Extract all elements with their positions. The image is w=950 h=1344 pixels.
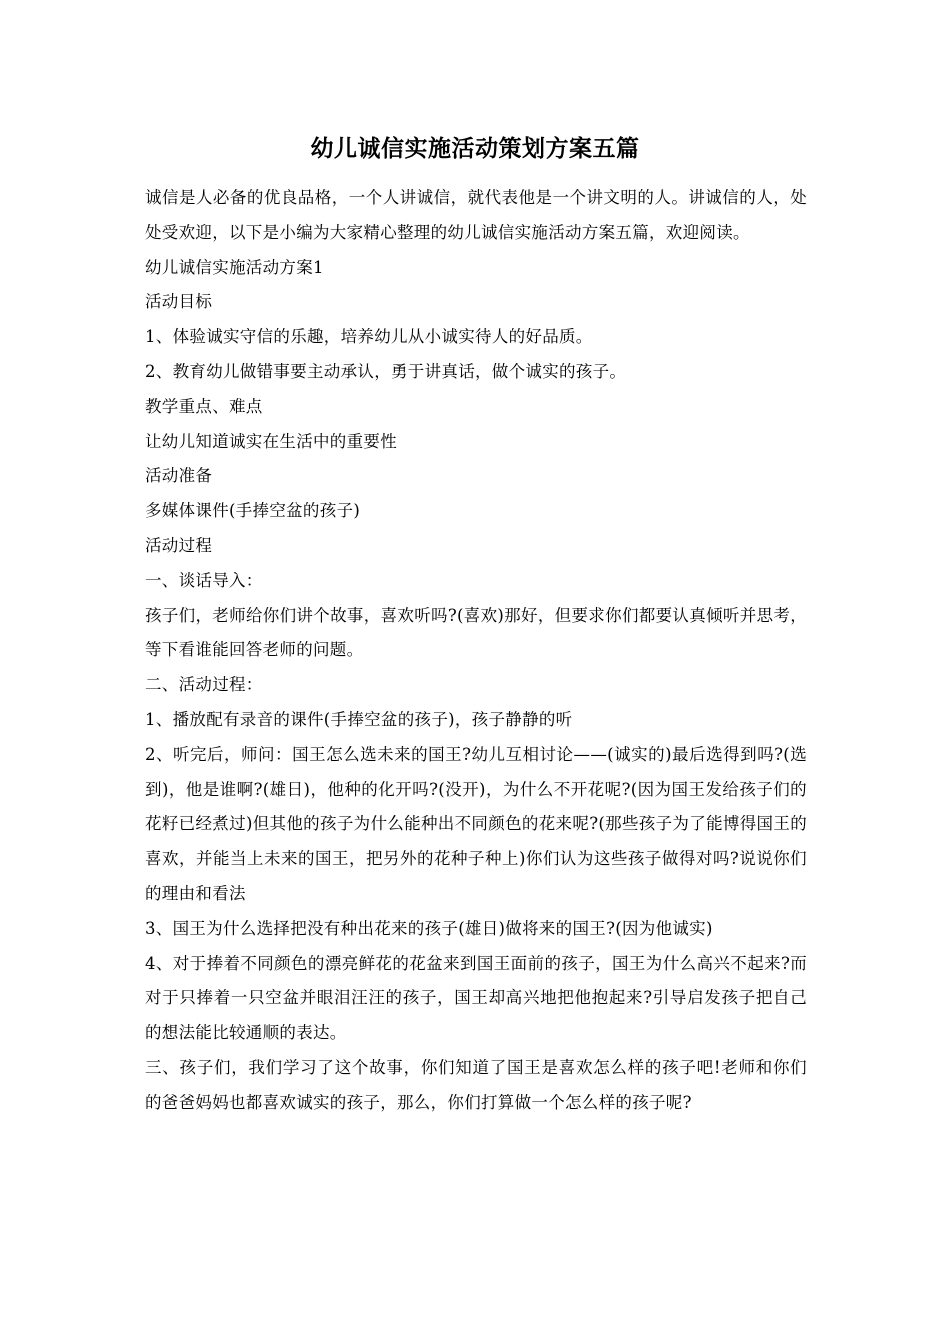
preparation-text: 多媒体课件(手捧空盆的孩子) (145, 501, 361, 521)
document-title: 幼儿诚信实施活动策划方案五篇 (310, 135, 640, 162)
section-heading-plan-1: 幼儿诚信实施活动方案1 (145, 257, 324, 277)
process-item-2: 2、听完后，师问：国王怎么选未来的国王?幼儿互相讨论——(诚实的)最后选得到吗?(选到)，他是谁啊?(雄日)，他种的化开吗?(没开)，为什么不开花呢?(因为国王发给孩子们的花籽已经煮过)但其他的孩子为什么能种出不同颜色的花来呢?(那些孩子为了能博得国王的喜欢，并能当上未来的国王，把另外的花种子种上)你们认为这些孩子做得对吗?说说你们的理由和看法 (145, 744, 807, 903)
heading-key-points: 教学重点、难点 (145, 396, 263, 416)
step-3-text: 三、孩子们，我们学习了这个故事，你们知道了国王是喜欢怎么样的孩子吧!老师和你们的爸爸妈妈也都喜欢诚实的孩子，那么，你们打算做一个怎么样的孩子呢? (145, 1057, 807, 1112)
process-item-3: 3、国王为什么选择把没有种出花来的孩子(雄日)做将来的国王?(因为他诚实) (145, 918, 713, 938)
document-body (145, 181, 807, 1121)
step-heading-2: 二、活动过程： (145, 675, 263, 695)
heading-preparation: 活动准备 (145, 466, 213, 486)
goal-item-1: 1、体验诚实守信的乐趣，培养幼儿从小诚实待人的好品质。 (145, 327, 593, 347)
intro-paragraph: 诚信是人必备的优良品格，一个人讲诚信，就代表他是一个讲文明的人。讲诚信的人，处处受欢迎，以下是小编为大家精心整理的幼儿诚信实施活动方案五篇，欢迎阅读。 (145, 188, 807, 242)
step-heading-1: 一、谈话导入： (145, 570, 263, 590)
key-point-text: 让幼儿知道诚实在生活中的重要性 (145, 431, 397, 451)
goal-item-2: 2、教育幼儿做错事要主动承认，勇于讲真话，做个诚实的孩子。 (145, 361, 627, 381)
heading-activity-goals: 活动目标 (145, 292, 213, 312)
step-1-text: 孩子们，老师给你们讲个故事，喜欢听吗?(喜欢)那好，但要求你们都要认真倾听并思考，等下看谁能回答老师的问题。 (145, 605, 807, 660)
process-item-1: 1、播放配有录音的课件(手捧空盆的孩子)，孩子静静的听 (145, 709, 573, 729)
process-item-4: 4、对于捧着不同颜色的漂亮鲜花的花盆来到国王面前的孩子，国王为什么高兴不起来?而对于只捧着一只空盆并眼泪汪汪的孩子，国王却高兴地把他抱起来?引导启发孩子把自己的想法能比较通顺的表达。 (145, 953, 807, 1043)
heading-process: 活动过程 (145, 535, 213, 555)
